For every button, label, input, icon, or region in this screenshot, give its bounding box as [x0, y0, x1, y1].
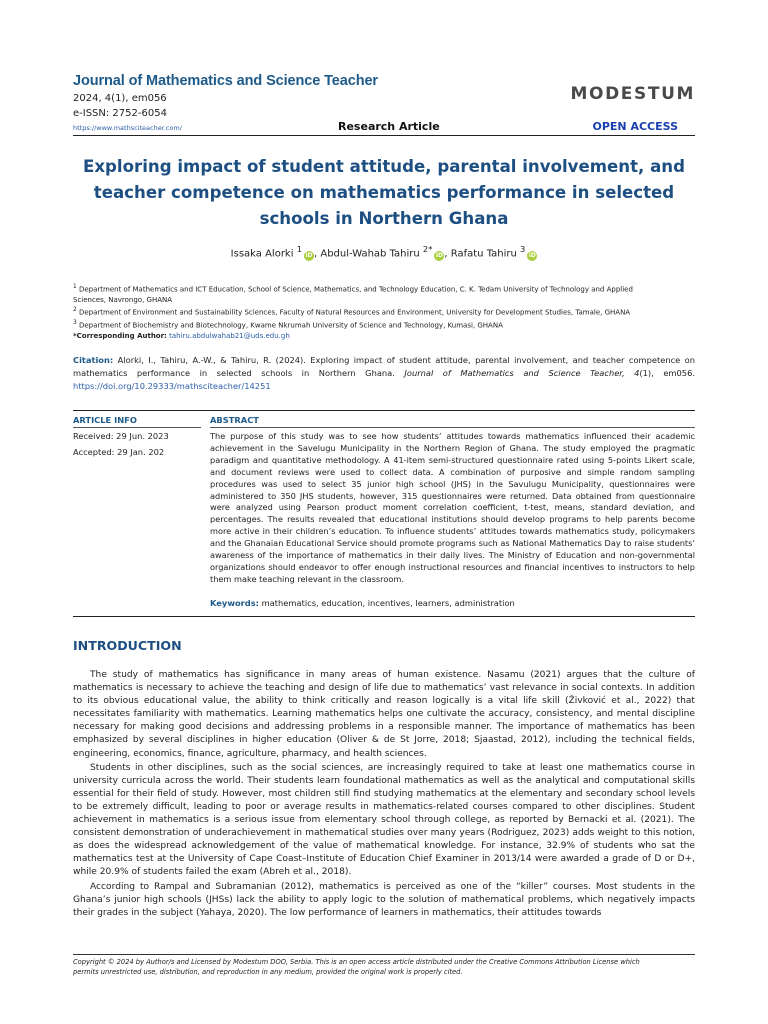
keywords	[210, 598, 695, 608]
copyright-line: Copyright © 2024 by Author/s and Licensed by Modestum DOO, Serbia. This is an open access article distributed under the Creative Commons Attribution License which	[73, 958, 640, 966]
corresponding-author: *Corresponding Author: tahiru.abdulwahab21@uds.edu.gh	[73, 331, 290, 340]
author-affiliation-mark: 1	[296, 244, 302, 254]
received-date: Received: 29 Jun. 2023	[73, 431, 169, 441]
abstract-text: The purpose of this study was to see how students’ attitudes towards mathematics influenced their academic achievement in the Savelugu Municipality in the Northern Region of Ghana. The study employed the pragmatic paradigm and quantitative methodology. A 41-item semi-structured questionnaire rated using 5-points Likert scale, and document reviews were used to collect data. A combination of purposive and simple random sampling procedures was used to select 35 junior high school (JHS) in the Savulugu Municipality, questionnaires were administered to 350 JHS students, however, 315 questionnaires were returned. Data obtained from questionnaire were analyzed using Pearson product moment correlation coefficient, t-test, means, standard deviation, and percentages. The results revealed that educational institutions should develop programs to help parents become more active in their children’s education. To influence students’ attitudes towards mathematics study, policymakers and the Ghanaian Educational Service should promote programs such as National Mathematics Day to raise students’ awareness of the importance of mathematics in their daily lives. The Ministry of Education and non-governmental organizations should endeavor to offer enough instructional resources and financial incentives to instructors to help them make teaching relevant in the classroom.	[210, 431, 695, 584]
affiliation-3: $^3$ Department of Biochemistry and Biotechnology, Kwame Nkrumah University of Science and Technology, Kumasi, GHANA	[73, 320, 503, 330]
citation-volume: 4	[634, 368, 640, 378]
title-line: teacher competence on mathematics performance in selected	[93, 183, 675, 202]
open-access-label: OPEN ACCESS	[592, 120, 678, 133]
author-name[interactable]: Abdul-Wahab Tahiru	[320, 248, 420, 260]
affiliation-1: $^1$ Department of Mathematics and ICT Education, School of Science, Mathematics, and Technology Education, C. K. Tedam University of Technology and Applied	[73, 284, 633, 294]
doi-link[interactable]: https://doi.org/10.29333/mathsciteacher/14251	[73, 381, 271, 391]
copyright-footer	[73, 957, 695, 977]
abstract-divider	[73, 616, 695, 617]
journal-title: Journal of Mathematics and Science Teacher	[73, 73, 378, 89]
abstract-heading: ABSTRACT	[210, 415, 695, 428]
journal-url-link[interactable]: https://www.mathsciteacher.com/	[73, 124, 182, 132]
journal-issn: e-ISSN: 2752-6054	[73, 108, 167, 119]
publisher-logo: MODESTUM	[570, 84, 695, 104]
corresponding-email-link[interactable]: tahiru.abdulwahab21@uds.edu.gh	[169, 331, 290, 340]
orcid-icon[interactable]: iD	[528, 252, 536, 260]
affiliations	[73, 282, 695, 341]
article-info-heading: ARTICLE INFO	[73, 415, 201, 428]
body-text	[73, 669, 695, 921]
header-divider	[73, 135, 695, 136]
keywords-label: Keywords:	[210, 598, 259, 608]
info-divider	[73, 410, 695, 411]
body-paragraph: Students in other disciplines, such as the social sciences, are increasingly required to take at least one mathematics course in university curricula across the world. Their students learn foundational mathematics as well as the analytical and computational skills essential for their field of study. However, most children still find studying mathematics at the elementary and secondary school levels to be extremely difficult, leading to poor or average results in mathematics-related courses compared to other disciplines. Student achievement in mathematics is a serious issue from elementary school through college, as reported by Bernacki et al. (2021). The consistent demonstration of underachievement in mathematical studies over many years (Rodriguez, 2023) adds weight to this notion, as does the widespread acknowledgement of the value of mathematical knowledge. For instance, 32.9% of students who sat the mathematics test at the University of Cape Coast–Institute of Education Chief Examiner in 2013/14 were awarded a grade of D or D+, while 20.9% of students failed the exam (Abreh et al., 2018).	[73, 762, 695, 878]
section-heading: INTRODUCTION	[73, 638, 182, 653]
footer-divider	[73, 954, 695, 955]
citation-text: Alorki, I., Tahiru, A.-W., & Tahiru, R. (2024). Exploring impact of student attitude, parental involvement, and teacher competence on mathematics performance in selected schools in Northern Ghana.	[73, 355, 695, 378]
citation-label: Citation:	[73, 355, 114, 365]
affiliation-2: $^2$ Department of Environment and Sustainability Sciences, Faculty of Natural Resources and Environment, University for Development Studies, Tamale, GHANA	[73, 307, 631, 317]
copyright-line: permits unrestricted use, distribution, and reproduction in any medium, provided the original work is properly cited.	[73, 968, 463, 976]
orcid-icon[interactable]: iD	[435, 252, 443, 260]
title-line: schools in Northern Ghana	[259, 209, 509, 228]
accepted-date: Accepted: 29 Jan. 202	[73, 447, 165, 457]
citation-block: Citation: Alorki, I., Tahiru, A.-W., & Tahiru, R. (2024). Exploring impact of student attitude, parental involvement, and teacher competence on mathematics performance in selected schools in Northern Ghana. Journal of Mathematics and Science Teacher, 4(1), em056. https://doi.org/10.29333/mathsciteacher/14251	[73, 355, 695, 391]
author-affiliation-mark: 2*	[422, 244, 433, 254]
citation-journal: Journal of Mathematics and Science Teacher,	[404, 368, 625, 378]
author-name[interactable]: Rafatu Tahiru	[450, 248, 517, 260]
article-title	[80, 154, 688, 232]
journal-volume: 2024, 4(1), em056	[73, 93, 167, 104]
author-name[interactable]: Issaka Alorki	[230, 248, 294, 260]
body-paragraph: The study of mathematics has significance in many areas of human existence. Nasamu (2021) argues that the culture of mathematics is necessary to achieve the teaching and design of life due to mathematics’ vast relevance in social contexts. In addition to its obvious educational value, the ability to think critically and reason logically is a vital life skill (Živković et al., 2022) that necessitates familiarity with mathematics. Learning mathematics helps one cultivate the accuracy, consistency, and mental discipline necessary for making good decisions and addressing problems in a responsible manner. The importance of mathematics has been emphasized by several disciplines in higher education (Oliver & de St Jorre, 2018; Sjaastad, 2012), including the technical fields, engineering, economics, finance, agriculture, pharmacy, and health sciences.	[73, 670, 695, 759]
orcid-icon[interactable]: iD	[305, 252, 313, 260]
keywords-text: mathematics, education, incentives, learners, administration	[261, 598, 515, 608]
body-paragraph: According to Rampal and Subramanian (2012), mathematics is perceived as one of the “killer” courses. Most students in the Ghana’s junior high schools (JHSs) lack the ability to apply logic to the solution of mathematical problems, which negatively impacts their grades in the subject (Yahaya, 2020). The low performance of learners in mathematics, their attitudes towards	[73, 881, 695, 918]
title-line: Exploring impact of student attitude, parental involvement, and	[83, 157, 685, 176]
affiliation-1-cont: Sciences, Navrongo, GHANA	[73, 295, 173, 304]
author-list: Issaka Alorki $^1$iD, Abdul-Wahab Tahiru $^{2*}$iD, Rafatu Tahiru $^3$iD	[230, 244, 536, 260]
author-affiliation-mark: 3	[520, 244, 526, 254]
article-type-label: Research Article	[338, 120, 440, 133]
